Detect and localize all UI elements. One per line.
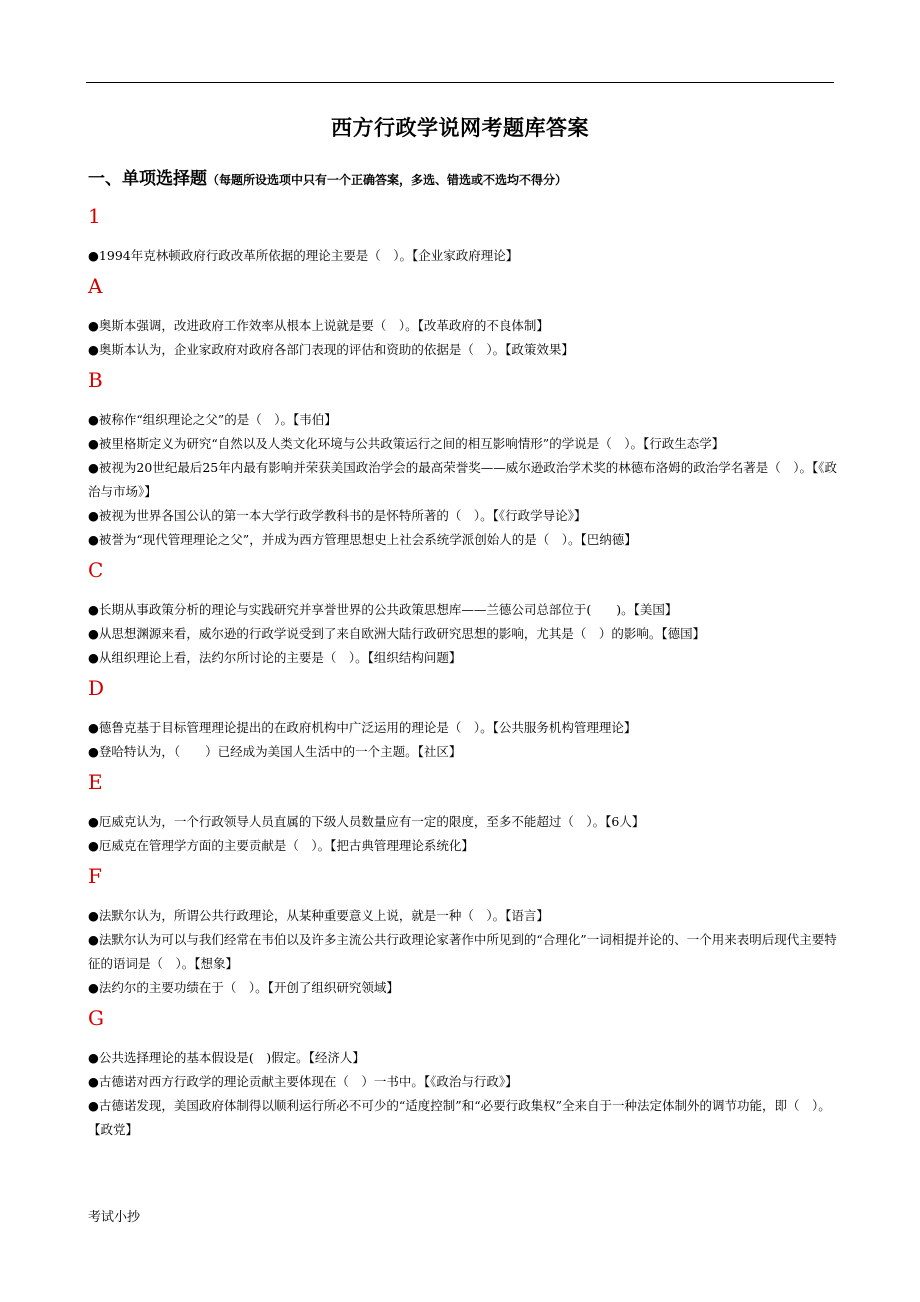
page-footer: 考试小抄 <box>88 1210 141 1225</box>
question-list <box>88 904 838 1000</box>
question-item: ●法默尔认为可以与我们经常在韦伯以及许多主流公共行政理论家著作中所见到的“合理化”一词相提并论的、一个用来表明后现代主要特征的语词是（ ）。【想象】 <box>88 932 837 971</box>
question-list <box>88 244 838 268</box>
question-list <box>88 810 838 858</box>
question-item: ●德鲁克基于目标管理理论提出的在政府机构中广泛运用的理论是（ ）。【公共服务机构管理理论】 <box>88 720 637 735</box>
question-item: ●被视为20世纪最后25年内最有影响并荣获美国政治学会的最高荣誉奖——威尔逊政治学术奖的林德布洛姆的政治学名著是（ ）。【《政治与市场》】 <box>88 460 837 499</box>
question-list <box>88 1046 838 1142</box>
section-heading <box>88 164 567 189</box>
question-item: ●被称作“组织理论之父”的是（ ）。【韦伯】 <box>88 412 337 427</box>
question-item: ●从组织理论上看，法约尔所讨论的主要是（ ）。【组织结构问题】 <box>88 650 462 665</box>
question-item: ●奥斯本强调，改进政府工作效率从根本上说就是要（ ）。【改革政府的不良体制】 <box>88 318 549 333</box>
document-title: 西方行政学说网考题库答案 <box>331 115 589 140</box>
question-item: ●古德诺对西方行政学的理论贡献主要体现在（ ）一书中。【《政治与行政》】 <box>88 1074 518 1089</box>
question-group <box>88 204 838 268</box>
question-item: ●厄威克认为，一个行政领导人员直属的下级人员数量应有一定的限度，至多不能超过（ ）。【6人】 <box>88 814 645 829</box>
question-item: ●古德诺发现，美国政府体制得以顺利运行所必不可少的“适度控制”和“必要行政集权”全来自于一种法定体制外的调节功能，即（ ）。【政党】 <box>88 1098 831 1137</box>
section-heading-note: （每题所设选项中只有一个正确答案，多选、错选或不选均不得分） <box>207 173 568 187</box>
question-item: ●被里格斯定义为研究“自然以及人类文化环境与公共政策运行之间的相互影响情形”的学说是（ ）。【行政生态学】 <box>88 436 725 451</box>
question-group <box>88 770 838 858</box>
question-item: ●被视为世界各国公认的第一本大学行政学教科书的是怀特所著的（ ）。【《行政学导论》】 <box>88 508 587 523</box>
question-list <box>88 314 838 362</box>
question-item: ●被誉为“现代管理理论之父”，并成为西方管理思想史上社会系统学派创始人的是（ ）。【巴纳德】 <box>88 532 637 547</box>
question-group <box>88 274 838 362</box>
question-item: ●法约尔的主要功绩在于（ ）。【开创了组织研究领域】 <box>88 980 399 995</box>
question-groups <box>88 198 838 1142</box>
group-letter: B <box>88 368 103 392</box>
question-item: ●长期从事政策分析的理论与实践研究并享誉世界的公共政策思想库——兰德公司总部位于( )。【美国】 <box>88 602 678 617</box>
group-letter: C <box>88 558 104 582</box>
header-rule <box>86 82 834 83</box>
section-heading-label: 一、单项选择题 <box>88 169 207 189</box>
question-item: ●公共选择理论的基本假设是( )假定。【经济人】 <box>88 1050 365 1065</box>
group-letter: D <box>88 676 105 700</box>
question-list <box>88 408 838 552</box>
question-item: ●厄威克在管理学方面的主要贡献是（ ）。【把古典管理理论系统化】 <box>88 838 474 853</box>
group-letter: E <box>88 770 103 794</box>
group-letter: F <box>88 864 102 888</box>
question-item: ●法默尔认为，所谓公共行政理论，从某种重要意义上说，就是一种（ ）。【语言】 <box>88 908 549 923</box>
question-item: ●登哈特认为，（ ）已经成为美国人生活中的一个主题。【社区】 <box>88 744 462 759</box>
question-group <box>88 676 838 764</box>
question-list <box>88 598 838 670</box>
question-list <box>88 716 838 764</box>
group-letter: A <box>88 274 103 298</box>
group-letter: 1 <box>88 204 101 228</box>
question-item: ●1994年克林顿政府行政改革所依据的理论主要是（ ）。【企业家政府理论】 <box>88 248 519 263</box>
group-letter: G <box>88 1006 104 1030</box>
question-group <box>88 368 838 552</box>
question-group <box>88 558 838 670</box>
question-item: ●从思想渊源来看，威尔逊的行政学说受到了来自欧洲大陆行政研究思想的影响，尤其是（ ）的影响。【德国】 <box>88 626 706 641</box>
question-group <box>88 1006 838 1142</box>
question-group <box>88 864 838 1000</box>
question-item: ●奥斯本认为，企业家政府对政府各部门表现的评估和资助的依据是（ ）。【政策效果】 <box>88 342 574 357</box>
